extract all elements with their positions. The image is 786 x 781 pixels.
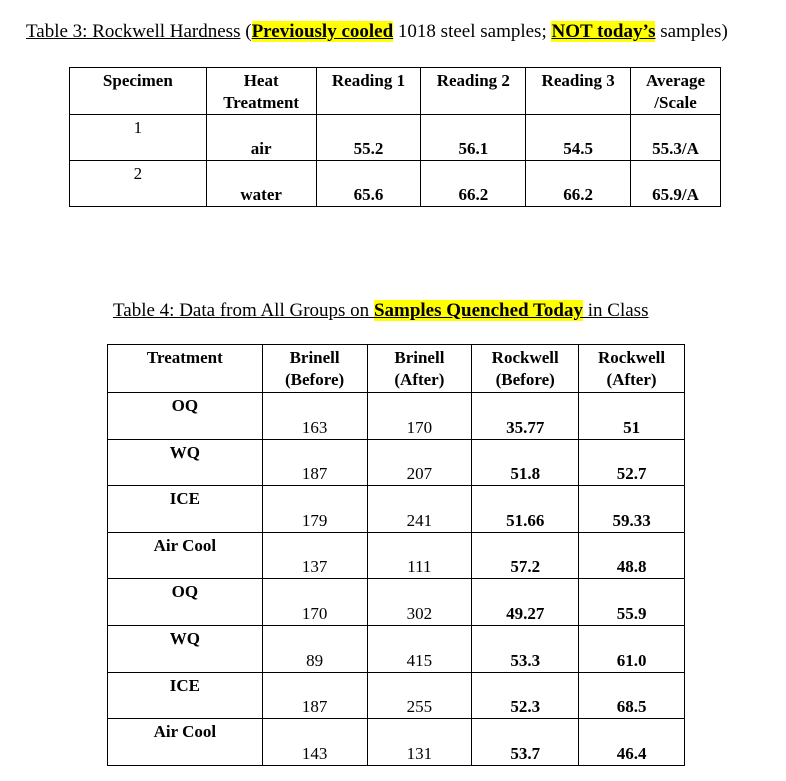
- cell-treatment: WQ: [108, 439, 263, 486]
- header-treatment: Treatment: [108, 345, 263, 393]
- cell-treatment: OQ: [108, 579, 263, 626]
- header-heat-treatment: Heat Treatment: [206, 68, 316, 115]
- cell-brinell-before: 163: [262, 393, 367, 440]
- cell-treatment: Air Cool: [108, 719, 263, 766]
- cell-rockwell-after: 59.33: [579, 486, 685, 533]
- header-reading-2: Reading 2: [421, 68, 526, 115]
- header-brinell-after: Brinell (After): [367, 345, 472, 393]
- cell-reading-2: 66.2: [421, 161, 526, 207]
- cell-reading-3: 54.5: [526, 115, 631, 161]
- table-header-row: [70, 68, 721, 115]
- cell-brinell-before: 143: [262, 719, 367, 766]
- table-row: [108, 393, 685, 440]
- cell-specimen: 2: [70, 161, 207, 207]
- cell-rockwell-before: 52.3: [472, 672, 579, 719]
- cell-rockwell-before: 51.66: [472, 486, 579, 533]
- header-rockwell-after: Rockwell (After): [579, 345, 685, 393]
- cell-brinell-after: 111: [367, 532, 472, 579]
- table-row: [108, 672, 685, 719]
- all-groups-data-table: [107, 344, 685, 766]
- cell-specimen: 1: [70, 115, 207, 161]
- table-row: [70, 115, 721, 161]
- header-average-scale: Average /Scale: [631, 68, 721, 115]
- cell-reading-2: 56.1: [421, 115, 526, 161]
- cell-treatment: air: [206, 115, 316, 161]
- cell-rockwell-after: 46.4: [579, 719, 685, 766]
- table-row: [108, 625, 685, 672]
- cell-brinell-after: 241: [367, 486, 472, 533]
- cell-rockwell-before: 49.27: [472, 579, 579, 626]
- cell-treatment: water: [206, 161, 316, 207]
- highlight-not-todays: NOT today’s: [551, 21, 656, 42]
- cell-average: 65.9/A: [631, 161, 721, 207]
- cell-treatment: WQ: [108, 625, 263, 672]
- cell-brinell-after: 255: [367, 672, 472, 719]
- cell-rockwell-after: 52.7: [579, 439, 685, 486]
- cell-rockwell-after: 51: [579, 393, 685, 440]
- table4-caption: Table 4: Data from All Groups on Samples Quenched Today in Class: [113, 300, 649, 321]
- cell-brinell-before: 137: [262, 532, 367, 579]
- cell-treatment: ICE: [108, 486, 263, 533]
- highlight-samples-quenched-today: Samples Quenched Today: [373, 300, 584, 321]
- cell-reading-1: 55.2: [316, 115, 421, 161]
- table-row: [108, 486, 685, 533]
- cell-treatment: OQ: [108, 393, 263, 440]
- cell-brinell-after: 131: [367, 719, 472, 766]
- cell-brinell-after: 415: [367, 625, 472, 672]
- cell-treatment: Air Cool: [108, 532, 263, 579]
- table-header-row: [108, 345, 685, 393]
- cell-brinell-after: 170: [367, 393, 472, 440]
- cell-brinell-after: 207: [367, 439, 472, 486]
- cell-rockwell-after: 68.5: [579, 672, 685, 719]
- cell-brinell-before: 187: [262, 672, 367, 719]
- header-brinell-before: Brinell (Before): [262, 345, 367, 393]
- table-row: [108, 532, 685, 579]
- table-row: [108, 579, 685, 626]
- table-row: [108, 719, 685, 766]
- cell-rockwell-after: 61.0: [579, 625, 685, 672]
- table-row: [108, 439, 685, 486]
- cell-treatment: ICE: [108, 672, 263, 719]
- cell-reading-3: 66.2: [526, 161, 631, 207]
- highlight-previously-cooled: Previously cooled: [251, 21, 394, 42]
- cell-rockwell-before: 51.8: [472, 439, 579, 486]
- cell-rockwell-before: 53.7: [472, 719, 579, 766]
- cell-rockwell-before: 35.77: [472, 393, 579, 440]
- header-specimen: Specimen: [70, 68, 207, 115]
- rockwell-hardness-table: [69, 67, 721, 207]
- cell-brinell-before: 187: [262, 439, 367, 486]
- cell-reading-1: 65.6: [316, 161, 421, 207]
- table3-caption: Table 3: Rockwell Hardness (Previously cooled 1018 steel samples; NOT today’s samples): [26, 21, 728, 42]
- header-rockwell-before: Rockwell (Before): [472, 345, 579, 393]
- cell-rockwell-after: 55.9: [579, 579, 685, 626]
- table-row: [70, 161, 721, 207]
- cell-rockwell-before: 57.2: [472, 532, 579, 579]
- cell-average: 55.3/A: [631, 115, 721, 161]
- header-reading-1: Reading 1: [316, 68, 421, 115]
- cell-brinell-before: 89: [262, 625, 367, 672]
- header-reading-3: Reading 3: [526, 68, 631, 115]
- cell-brinell-before: 170: [262, 579, 367, 626]
- cell-brinell-after: 302: [367, 579, 472, 626]
- cell-rockwell-before: 53.3: [472, 625, 579, 672]
- cell-brinell-before: 179: [262, 486, 367, 533]
- cell-rockwell-after: 48.8: [579, 532, 685, 579]
